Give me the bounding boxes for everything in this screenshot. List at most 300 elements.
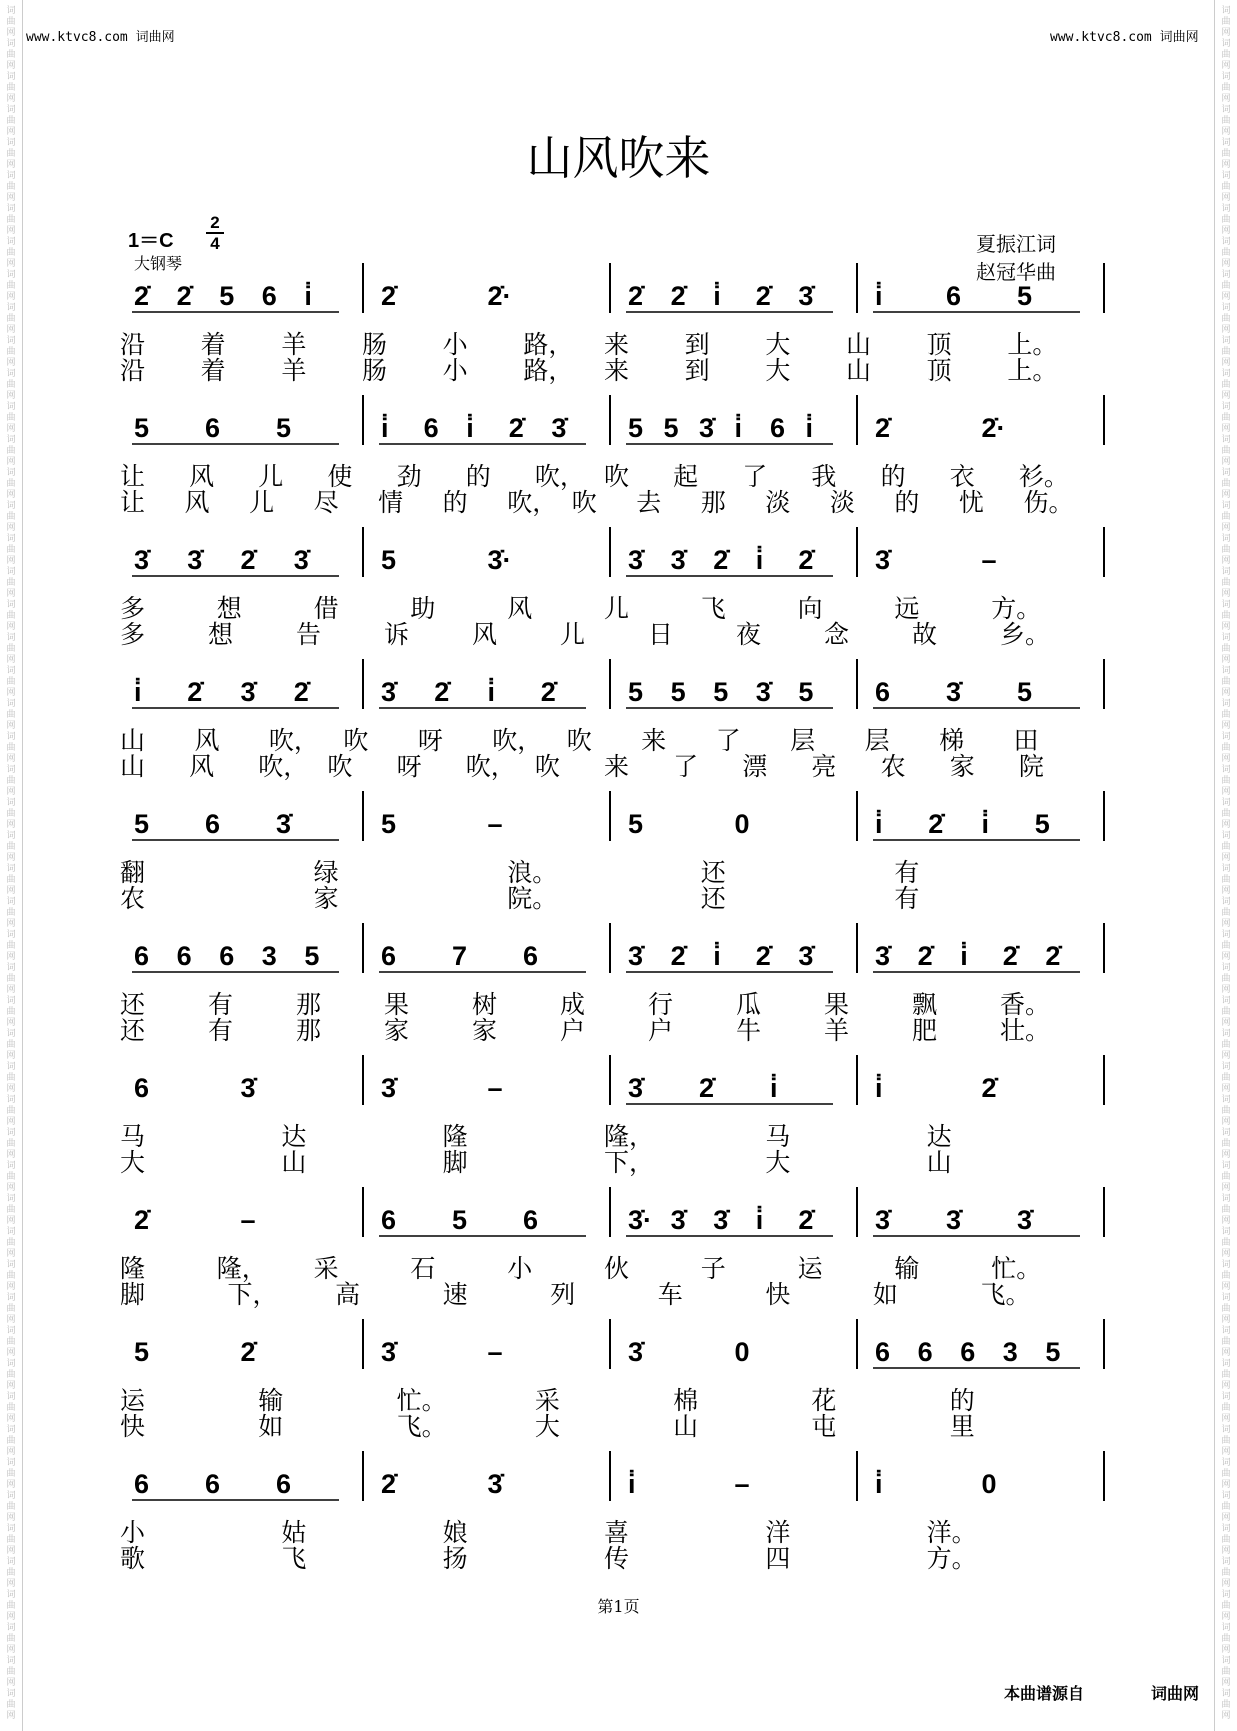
jianpu-note: 0: [734, 809, 750, 839]
jianpu-note: 2̇: [293, 677, 309, 707]
lyric-char: 有: [208, 990, 234, 1019]
watermark-char: 曲: [6, 1700, 16, 1710]
watermark-char: 词: [6, 1623, 16, 1633]
jianpu-note: 5: [628, 413, 644, 443]
watermark-char: 词: [6, 303, 16, 313]
watermark-char: 网: [6, 490, 16, 500]
lyric-char: 姑: [281, 1518, 307, 1547]
lyric-char: 还: [700, 884, 726, 913]
watermark-char: 词: [6, 600, 16, 610]
jianpu-note: 3̇·: [487, 545, 512, 575]
watermark-char: 曲: [1221, 1370, 1231, 1380]
lyric-char: 高: [335, 1280, 361, 1309]
watermark-char: 网: [6, 721, 16, 731]
watermark-char: 词: [1221, 996, 1231, 1006]
jianpu-note: 2̇: [928, 809, 944, 839]
watermark-char: 词: [6, 699, 16, 709]
watermark-char: 曲: [1221, 1535, 1231, 1545]
watermark-char: 网: [1221, 523, 1231, 533]
jianpu-note: –: [240, 1205, 256, 1235]
watermark-char: 曲: [6, 512, 16, 522]
watermark-char: 词: [1221, 39, 1231, 49]
lyric-char: 让: [120, 462, 146, 491]
jianpu-note: 5: [1045, 1337, 1061, 1367]
watermark-char: 网: [6, 94, 16, 104]
watermark-char: 网: [1221, 556, 1231, 566]
watermark-char: 词: [6, 468, 16, 478]
lyric-char: 大: [765, 356, 791, 385]
jianpu-note: 6: [960, 1337, 976, 1367]
lyric-char: 多: [120, 594, 146, 623]
watermark-char: 曲: [1221, 908, 1231, 918]
jianpu-note: 5: [663, 413, 679, 443]
lyric-char: 隆: [120, 1254, 146, 1283]
jianpu-note: 3̇: [946, 1205, 962, 1235]
lyric-char: 山: [281, 1148, 307, 1177]
watermark-char: 网: [1221, 1678, 1231, 1688]
watermark-char: 网: [6, 1249, 16, 1259]
watermark-char: 网: [1221, 1150, 1231, 1160]
watermark-char: 曲: [1221, 1172, 1231, 1182]
lyric-char: 院。: [507, 884, 558, 913]
lyric-char: 浪。: [507, 858, 558, 887]
lyric-char: 层: [790, 726, 816, 755]
watermark-char: 曲: [1221, 512, 1231, 522]
watermark-char: 词: [6, 1128, 16, 1138]
lyric-char: 羊: [281, 330, 307, 359]
jianpu-note: 3̇: [276, 809, 292, 839]
watermark-char: 词: [6, 963, 16, 973]
lyric-char: 日: [648, 620, 674, 649]
jianpu-note: 3̇: [240, 677, 256, 707]
lyric-char: 羊: [824, 1016, 850, 1045]
watermark-char: 曲: [6, 1139, 16, 1149]
watermark-char: 词: [1221, 1161, 1231, 1171]
lyric-char: 梯: [939, 726, 965, 755]
jianpu-note: 6: [381, 941, 397, 971]
lyric-char: 吹: [534, 752, 560, 781]
lyric-char: 马: [765, 1122, 791, 1151]
watermark-char: 曲: [1221, 413, 1231, 423]
jianpu-note: 3̇: [699, 413, 715, 443]
watermark-char: 词: [6, 1425, 16, 1435]
lyric-char: 果: [824, 990, 850, 1019]
lyric-char: 歌: [120, 1544, 146, 1573]
lyric-char: 的: [894, 488, 920, 517]
watermark-char: 网: [6, 1315, 16, 1325]
lyric-char: 到: [684, 330, 710, 359]
watermark-char: 网: [6, 1513, 16, 1523]
watermark-char: 网: [1221, 490, 1231, 500]
watermark-char: 曲: [6, 578, 16, 588]
watermark-char: 曲: [6, 149, 16, 159]
jianpu-note: 5: [276, 413, 292, 443]
jianpu-note: –: [487, 1073, 503, 1103]
watermark-char: 词: [6, 633, 16, 643]
lyric-char: 隆，: [216, 1254, 267, 1283]
lyric-char: 漂: [742, 752, 768, 781]
lyric-char: 田: [1013, 726, 1039, 755]
watermark-char: 曲: [6, 1370, 16, 1380]
watermark-char: 网: [1221, 1612, 1231, 1622]
jianpu-note: 5: [134, 1337, 150, 1367]
lyric-char: 家: [949, 752, 975, 781]
watermark-char: 词: [6, 204, 16, 214]
lyric-char: 屯: [811, 1412, 837, 1441]
watermark-char: 曲: [1221, 1304, 1231, 1314]
jianpu-note: i̇: [734, 413, 743, 443]
song-title: 山风吹来: [526, 131, 711, 185]
jianpu-note: –: [487, 809, 503, 839]
watermark-char: 曲: [6, 83, 16, 93]
watermark-char: 曲: [6, 809, 16, 819]
jianpu-note: 2̇: [1002, 941, 1018, 971]
lyric-char: 劲: [396, 462, 422, 491]
jianpu-note: 5: [381, 809, 397, 839]
watermark-char: 网: [1221, 655, 1231, 665]
watermark-char: 词: [1221, 1623, 1231, 1633]
watermark-char: 网: [6, 1414, 16, 1424]
jianpu-note: i̇: [755, 1205, 764, 1235]
lyric-char: 衫。: [1018, 462, 1069, 491]
watermark-char: 词: [6, 1524, 16, 1534]
lyric-char: 路，: [523, 356, 574, 385]
watermark-char: 词: [6, 1293, 16, 1303]
watermark-char: 词: [1221, 138, 1231, 148]
lyric-char: 起: [673, 462, 699, 491]
lyric-char: 去: [636, 488, 662, 517]
watermark-char: 词: [1221, 1590, 1231, 1600]
watermark-char: 曲: [6, 314, 16, 324]
jianpu-note: 3̇: [713, 1205, 729, 1235]
watermark-char: 词: [1221, 930, 1231, 940]
watermark-char: 词: [6, 1557, 16, 1567]
watermark-char: 网: [6, 259, 16, 269]
watermark-char: 网: [1221, 853, 1231, 863]
jianpu-note: 2̇: [381, 281, 397, 311]
watermark-char: 曲: [1221, 1073, 1231, 1083]
site-link[interactable]: www.ktvc8.com: [26, 30, 128, 45]
lyric-char: 念: [824, 620, 850, 649]
lyric-char: 忙。: [991, 1254, 1042, 1283]
jianpu-note: 3: [1002, 1337, 1018, 1367]
lyric-char: 到: [684, 356, 710, 385]
watermark-char: 网: [1221, 1315, 1231, 1325]
jianpu-note: 2̇: [508, 413, 524, 443]
watermark-char: 词: [6, 930, 16, 940]
lyric-char: 让: [120, 488, 146, 517]
watermark-char: 网: [6, 1051, 16, 1061]
jianpu-note: 2̇: [176, 281, 192, 311]
lyric-char: 了: [715, 726, 741, 755]
watermark-char: 网: [1221, 193, 1231, 203]
watermark-char: 曲: [1221, 710, 1231, 720]
watermark-char: 曲: [1221, 1106, 1231, 1116]
watermark-char: 曲: [1221, 182, 1231, 192]
jianpu-note: 2̇: [798, 1205, 814, 1235]
lyric-char: 牛: [736, 1016, 762, 1045]
lyric-char: 呀: [417, 726, 443, 755]
lyric-char: 快: [765, 1280, 791, 1309]
watermark-char: 网: [1221, 1546, 1231, 1556]
watermark-char: 网: [6, 1282, 16, 1292]
watermark-char: 词: [1221, 633, 1231, 643]
lyric-char: 着: [200, 356, 226, 385]
jianpu-note: i̇: [713, 281, 721, 311]
watermark-char: 词: [6, 435, 16, 445]
watermark-char: 词: [6, 402, 16, 412]
watermark-char: 曲: [6, 875, 16, 885]
jianpu-note: 3̇·: [628, 1205, 653, 1235]
watermark-char: 曲: [1221, 1337, 1231, 1347]
watermark-char: 曲: [6, 182, 16, 192]
watermark-char: 词: [6, 567, 16, 577]
watermark-char: 词: [1221, 732, 1231, 742]
lyric-char: 成: [560, 990, 586, 1019]
watermark-char: 曲: [6, 908, 16, 918]
lyric-char: 儿: [258, 462, 284, 491]
composer-credit: 赵冠华曲: [976, 260, 1056, 284]
watermark-char: 词: [1221, 501, 1231, 511]
watermark-char: 网: [6, 622, 16, 632]
lyric-char: 羊: [281, 356, 307, 385]
watermark-char: 网: [1221, 1249, 1231, 1259]
jianpu-note: 0: [981, 1469, 997, 1499]
watermark-char: 词: [6, 105, 16, 115]
lyric-char: 吹，: [465, 752, 516, 781]
watermark-char: 曲: [1221, 1139, 1231, 1149]
jianpu-note: 6: [523, 941, 539, 971]
watermark-char: 词: [1221, 1425, 1231, 1435]
lyric-char: 上。: [1007, 330, 1058, 359]
lyric-char: 四: [765, 1544, 791, 1573]
lyric-char: 了: [673, 752, 699, 781]
watermark-char: 网: [1221, 1381, 1231, 1391]
lyric-char: 沿: [120, 330, 146, 359]
jianpu-note: 3̇: [551, 413, 567, 443]
lyric-char: 山: [926, 1148, 952, 1177]
watermark-char: 曲: [1221, 380, 1231, 390]
lyric-char: 来: [641, 726, 667, 755]
site-name: 词曲网: [1159, 30, 1199, 45]
jianpu-note: 6: [134, 941, 150, 971]
site-link[interactable]: www.ktvc8.com: [1050, 30, 1152, 45]
jianpu-note: 3̇: [755, 677, 771, 707]
lyric-char: 乡。: [1000, 620, 1051, 649]
lyric-char: 亮: [811, 752, 837, 781]
watermark-char: 网: [1221, 1282, 1231, 1292]
watermark-char: 曲: [1221, 116, 1231, 126]
watermark-char: 曲: [1221, 1403, 1231, 1413]
jianpu-note: 2̇: [1045, 941, 1061, 971]
lyric-char: 着: [200, 330, 226, 359]
lyric-char: 列: [550, 1280, 576, 1309]
lyric-char: 沿: [120, 356, 146, 385]
watermark-char: 词: [1221, 204, 1231, 214]
jianpu-note: 6: [134, 1073, 150, 1103]
watermark-char: 网: [1221, 1480, 1231, 1490]
lyric-char: 的: [880, 462, 906, 491]
lyric-char: 夜: [736, 620, 762, 649]
lyric-char: 喜: [604, 1518, 630, 1547]
lyric-char: 如: [258, 1412, 284, 1441]
watermark-char: 网: [1221, 985, 1231, 995]
watermark-char: 曲: [1221, 875, 1231, 885]
lyric-char: 输: [258, 1386, 284, 1415]
lyric-char: 肠: [362, 356, 388, 385]
jianpu-note: 5: [381, 545, 397, 575]
jianpu-note: 5: [670, 677, 686, 707]
watermark-char: 词: [6, 765, 16, 775]
watermark-char: 网: [6, 424, 16, 434]
brand-link[interactable]: 词曲网: [1151, 1684, 1200, 1703]
watermark-char: 词: [6, 897, 16, 907]
jianpu-note: –: [734, 1469, 750, 1499]
jianpu-note: –: [981, 545, 997, 575]
jianpu-note: 3̇: [670, 1205, 686, 1235]
watermark-char: 网: [6, 1183, 16, 1193]
lyric-char: 脚: [442, 1148, 468, 1177]
jianpu-note: 3̇: [381, 1073, 397, 1103]
jianpu-note: 5: [134, 809, 150, 839]
watermark-char: 网: [6, 1711, 16, 1721]
watermark-char: 网: [6, 457, 16, 467]
lyric-char: 有: [208, 1016, 234, 1045]
jianpu-note: i̇: [875, 281, 883, 311]
jianpu-note: 2̇·: [981, 413, 1006, 443]
watermark-char: 曲: [1221, 1436, 1231, 1446]
watermark-char: 词: [6, 6, 16, 16]
lyric-char: 吹: [566, 726, 592, 755]
jianpu-note: 5: [134, 413, 150, 443]
watermark-char: 词: [6, 1656, 16, 1666]
watermark-char: 曲: [1221, 1271, 1231, 1281]
watermark-char: 网: [6, 1612, 16, 1622]
lyric-char: 家: [472, 1016, 498, 1045]
lyric-char: 快: [120, 1412, 146, 1441]
jianpu-note: 6: [381, 1205, 397, 1235]
watermark-char: 网: [1221, 28, 1231, 38]
watermark-char: 词: [6, 1194, 16, 1204]
lyric-char: 树: [472, 990, 498, 1019]
watermark-char: 曲: [6, 644, 16, 654]
lyric-char: 农: [120, 884, 146, 913]
watermark-char: 网: [1221, 919, 1231, 929]
watermark-char: 词: [1221, 468, 1231, 478]
page-number: 第1页: [597, 1597, 640, 1616]
lyric-char: 吹，: [268, 726, 319, 755]
jianpu-note: 2̇: [187, 677, 203, 707]
watermark-char: 词: [6, 501, 16, 511]
jianpu-note: i̇: [981, 809, 990, 839]
watermark-char: 网: [6, 292, 16, 302]
lyric-char: 风: [194, 726, 220, 755]
jianpu-note: 7: [452, 941, 468, 971]
lyric-char: 扬: [442, 1544, 468, 1573]
watermark-char: 网: [1221, 787, 1231, 797]
watermark-char: 词: [6, 39, 16, 49]
watermark-char: 词: [1221, 237, 1231, 247]
watermark-char: 网: [1221, 1018, 1231, 1028]
watermark-char: 曲: [6, 17, 16, 27]
lyric-char: 石: [410, 1254, 436, 1283]
watermark-char: 曲: [6, 1238, 16, 1248]
lyric-char: 风: [472, 620, 498, 649]
watermark-char: 网: [6, 28, 16, 38]
watermark-char: 词: [6, 732, 16, 742]
watermark-char: 曲: [6, 1535, 16, 1545]
watermark-char: 词: [1221, 270, 1231, 280]
watermark-char: 网: [1221, 754, 1231, 764]
watermark-char: 网: [6, 325, 16, 335]
watermark-char: 曲: [6, 743, 16, 753]
lyric-char: 儿: [604, 594, 630, 623]
watermark-char: 曲: [1221, 347, 1231, 357]
jianpu-note: 2̇: [670, 281, 686, 311]
lyric-char: 想: [208, 620, 234, 649]
lyric-char: 达: [281, 1122, 307, 1151]
watermark-char: 网: [1221, 688, 1231, 698]
jianpu-note: i̇: [134, 677, 142, 707]
lyric-char: 香。: [1000, 990, 1051, 1019]
watermark-char: 词: [6, 1359, 16, 1369]
watermark-char: 词: [6, 666, 16, 676]
watermark-char: 曲: [6, 1436, 16, 1446]
lyric-char: 车: [657, 1280, 683, 1309]
watermark-char: 网: [1221, 292, 1231, 302]
lyric-char: 风: [507, 594, 533, 623]
watermark-char: 网: [1221, 886, 1231, 896]
watermark-char: 曲: [1221, 1568, 1231, 1578]
watermark-char: 词: [6, 1590, 16, 1600]
watermark-char: 曲: [1221, 611, 1231, 621]
lyric-char: 吹，: [507, 488, 558, 517]
lyric-char: 儿: [560, 620, 586, 649]
watermark-char: 网: [6, 523, 16, 533]
watermark-char: 网: [6, 655, 16, 665]
watermark-char: 词: [1221, 567, 1231, 577]
jianpu-note: 5: [628, 809, 644, 839]
watermark-char: 网: [6, 1150, 16, 1160]
watermark-char: 曲: [1221, 281, 1231, 291]
lyric-char: 故: [912, 620, 938, 649]
watermark-char: 曲: [6, 1073, 16, 1083]
watermark-char: 曲: [1221, 149, 1231, 159]
watermark-char: 网: [6, 1447, 16, 1457]
watermark-char: 曲: [6, 677, 16, 687]
watermark-char: 网: [6, 1645, 16, 1655]
lyric-char: 速: [442, 1280, 468, 1309]
lyric-char: 伤。: [1023, 488, 1074, 517]
lyric-char: 飞: [700, 594, 726, 623]
watermark-char: 网: [1221, 1711, 1231, 1721]
lyric-char: 采: [534, 1386, 560, 1415]
lyric-char: 小: [442, 330, 468, 359]
watermark-char: 网: [6, 193, 16, 203]
watermark-char: 曲: [6, 215, 16, 225]
jianpu-note: i̇: [875, 1073, 883, 1103]
jianpu-note: 2̇: [917, 941, 933, 971]
watermark-char: 曲: [6, 1403, 16, 1413]
jianpu-note: 3̇: [946, 677, 962, 707]
jianpu-note: 6: [917, 1337, 933, 1367]
watermark-char: 网: [1221, 61, 1231, 71]
watermark-char: 曲: [1221, 1601, 1231, 1611]
watermark-char: 网: [1221, 1414, 1231, 1424]
watermark-char: 曲: [6, 1304, 16, 1314]
watermark-char: 词: [1221, 1062, 1231, 1072]
watermark-char: 网: [6, 787, 16, 797]
